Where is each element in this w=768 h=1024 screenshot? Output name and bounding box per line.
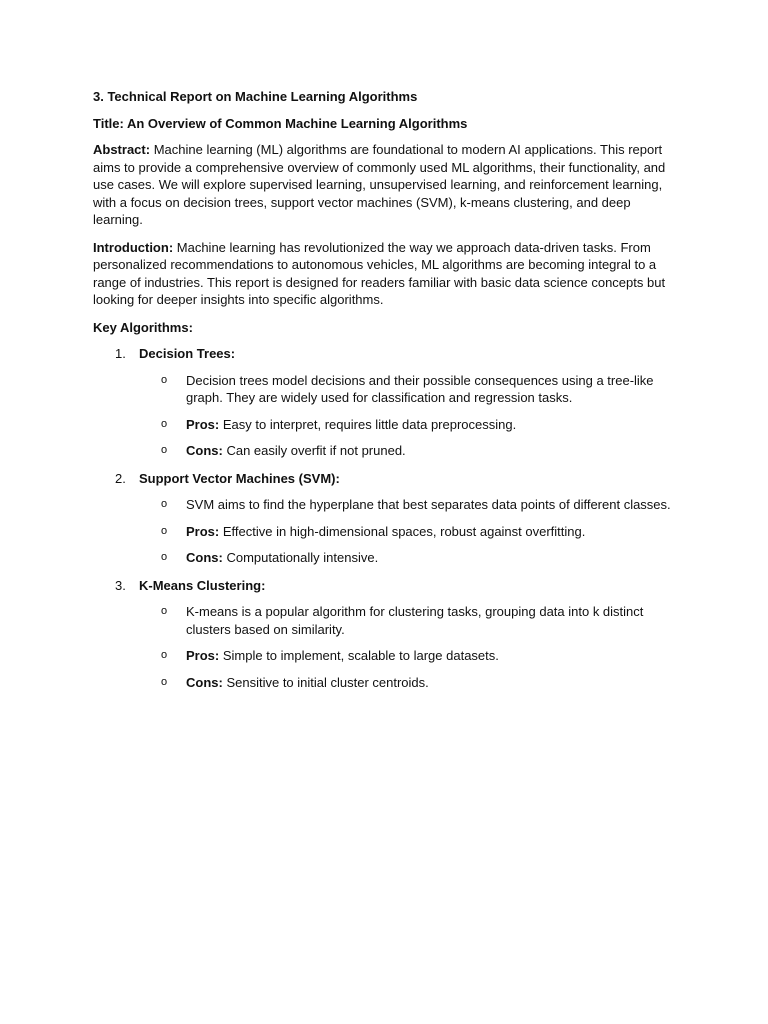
algorithm-item-decision-trees xyxy=(93,345,675,460)
introduction-text: Machine learning has revolutionized the way we approach data-driven tasks. From personalized recommendations to autonomous vehicles, ML algorithms are becoming integral to a range of industries. This report is designed for readers familiar with basic data science concepts but looking for deeper insights into specific algorithms. xyxy=(93,239,666,307)
algorithm-details xyxy=(93,496,675,567)
algorithm-description: SVM aims to find the hyperplane that best separates data points of different classes. xyxy=(186,497,671,512)
list-item xyxy=(93,372,675,407)
algorithm-description: Decision trees model decisions and their possible consequences using a tree-like graph. They are widely used for classification and regression tasks. xyxy=(186,372,654,405)
report-title: Title: An Overview of Common Machine Learning Algorithms xyxy=(93,115,468,131)
algorithm-header xyxy=(93,470,675,488)
algorithm-item-k-means xyxy=(93,577,675,692)
abstract-paragraph xyxy=(93,141,675,229)
pros-label: Pros: xyxy=(186,416,220,432)
algorithm-header xyxy=(93,577,675,595)
cons-text: Computationally intensive. xyxy=(222,550,379,565)
report-heading: 3. Technical Report on Machine Learning Algorithms xyxy=(93,89,418,104)
bullet-icon: o xyxy=(161,417,168,430)
introduction-paragraph xyxy=(93,239,675,309)
algorithm-details xyxy=(93,603,675,691)
list-item xyxy=(93,549,675,567)
cons-text: Can easily overfit if not pruned. xyxy=(222,443,406,458)
algorithm-name: Decision Trees: xyxy=(139,346,236,361)
cons-label: Cons: xyxy=(186,443,223,458)
bullet-icon: o xyxy=(161,498,168,510)
algorithm-details xyxy=(93,372,675,460)
algorithm-item-svm xyxy=(93,470,675,567)
bullet-icon: o xyxy=(161,524,168,537)
pros-text: Simple to implement, scalable to large datasets. xyxy=(219,648,499,663)
list-item xyxy=(93,442,675,460)
bullet-icon: o xyxy=(161,649,168,661)
list-item xyxy=(93,603,675,638)
abstract-label: Abstract: xyxy=(93,142,151,157)
pros-text: Effective in high-dimensional spaces, robust against overfitting. xyxy=(219,523,586,539)
list-item xyxy=(93,496,675,514)
list-item xyxy=(93,674,675,692)
list-item xyxy=(93,523,675,541)
algorithm-list xyxy=(93,345,675,691)
bullet-icon: o xyxy=(161,605,168,617)
cons-text: Sensitive to initial cluster centroids. xyxy=(222,674,429,690)
pros-label: Pros: xyxy=(186,648,220,663)
algorithm-number: 2. xyxy=(115,470,126,486)
cons-label: Cons: xyxy=(186,674,223,690)
bullet-icon: o xyxy=(161,551,168,563)
cons-label: Cons: xyxy=(186,550,223,565)
bullet-icon: o xyxy=(161,675,168,688)
algorithm-name: Support Vector Machines (SVM): xyxy=(139,470,340,486)
bullet-icon: o xyxy=(161,373,168,386)
abstract-text: Machine learning (ML) algorithms are foundational to modern AI applications. This report aims to provide a comprehensive overview of commonly used ML algorithms, their functionality, and use cases. We will explore supervised learning, unsupervised learning, and reinforcement learning, with a focus on decision trees, support vector machines (SVM), k-means clustering, and deep learning. xyxy=(93,142,666,227)
list-item xyxy=(93,416,675,434)
algorithm-number: 1. xyxy=(115,346,126,361)
list-item xyxy=(93,647,675,665)
algorithm-name: K-Means Clustering: xyxy=(139,577,266,593)
pros-label: Pros: xyxy=(186,523,220,539)
bullet-icon: o xyxy=(161,444,168,456)
algorithm-description: K-means is a popular algorithm for clustering tasks, grouping data into k distinct clusters based on similarity. xyxy=(186,604,644,637)
algorithm-header xyxy=(93,345,675,363)
pros-text: Easy to interpret, requires little data preprocessing. xyxy=(219,416,517,432)
introduction-label: Introduction: xyxy=(93,239,174,255)
key-algorithms-heading: Key Algorithms: xyxy=(93,319,193,335)
algorithm-number: 3. xyxy=(115,577,126,593)
